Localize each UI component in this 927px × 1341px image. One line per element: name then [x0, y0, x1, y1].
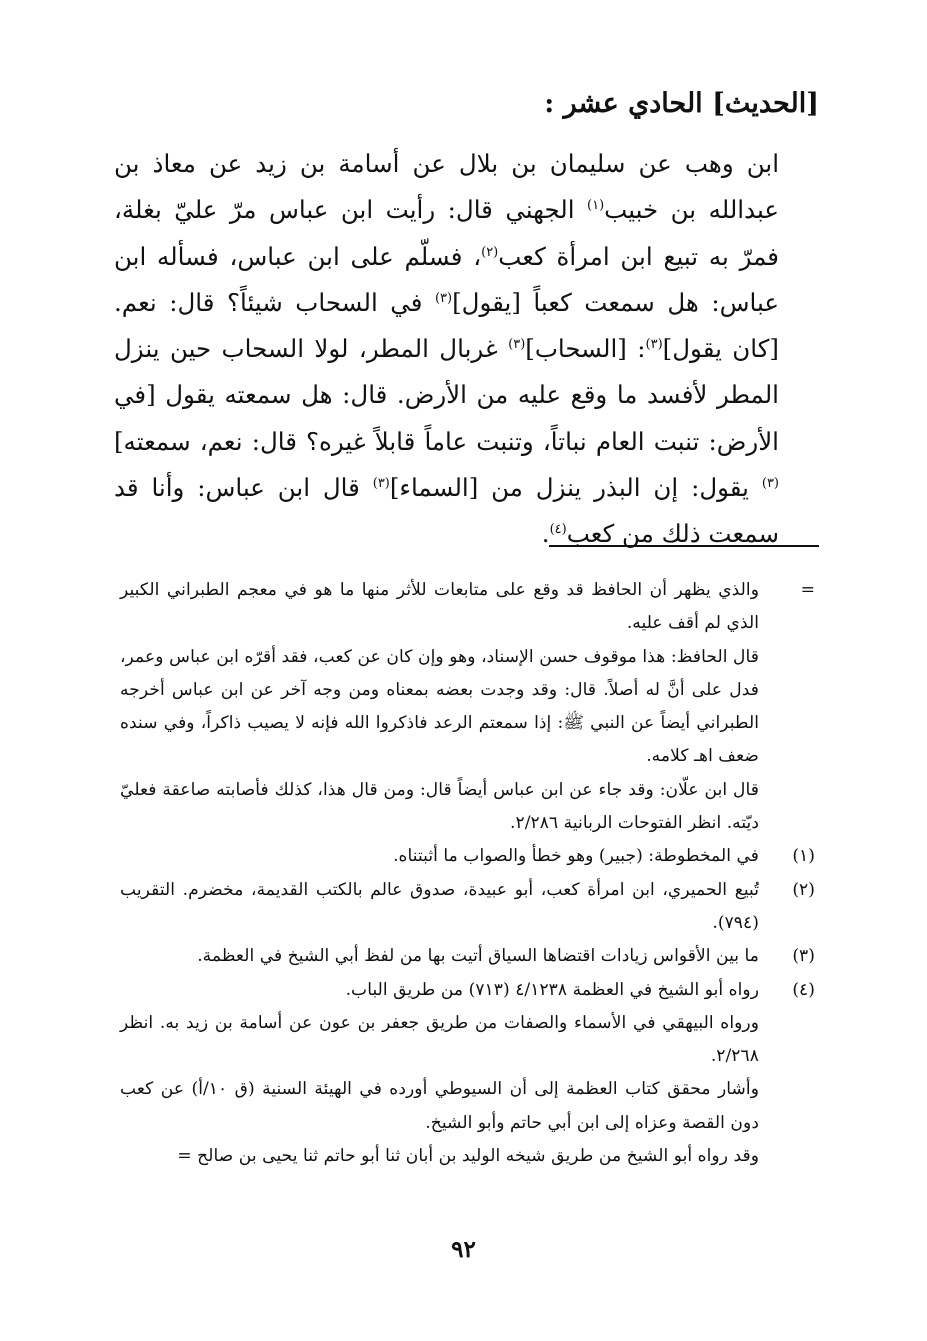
footnote-ref[interactable]: (٢) — [481, 244, 499, 260]
hadith-line: : [السحاب] — [525, 334, 646, 364]
footnote-ref[interactable]: (٣) — [761, 475, 779, 491]
footnote-ref[interactable]: (٣) — [372, 475, 390, 491]
footnote-separator — [549, 545, 819, 547]
footnote-2 — [120, 874, 815, 941]
footnote-3 — [120, 940, 815, 973]
hadith-line: عبدالله بن خبيب — [604, 195, 779, 225]
hadith-line: غربال المطر، لولا السحاب حين ينزل المطر لأفسد ما وقع عليه من الأرض. قال: هل سمعته يقول [في الأرض: تنبت العام نباتاً، وتنبت عاماً قابلاً غيره؟ قال: نعم، سمعته] — [114, 334, 779, 456]
footnote-4 — [120, 974, 815, 1174]
footnote-paragraph: في المخطوطة: (جبير) وهو خطأ والصواب ما أثبتناه. — [393, 846, 759, 867]
continuation-marker: = — [800, 580, 815, 600]
footnote-paragraph: ورواه البيهقي في الأسماء والصفات من طريق جعفر بن عون عن أسامة بن زيد به. انظر ٢/٢٦٨. — [120, 1012, 759, 1067]
continuation-marker: = — [177, 1146, 192, 1167]
hadith-line: في السحاب شيئاً؟ قال: نعم. [كان يقول] — [114, 287, 779, 364]
footnotes — [120, 574, 815, 1173]
hadith-line: ، فسلّم على ابن عباس، فسأله ابن عباس: هل سمعت كعباً [يقول] — [114, 241, 779, 317]
footnote-paragraph: والذي يظهر أن الحافظ قد وقع على متابعات للأثر منها ما هو في معجم الطبراني الكبير الذي لم أقف عليه. — [120, 580, 759, 634]
footnote-ref[interactable]: (٤) — [549, 522, 567, 538]
footnote-ref[interactable]: (٣) — [508, 337, 526, 353]
hadith-line: . — [541, 519, 550, 549]
hadith-line: يقول: إن البذر ينزل من [السماء] — [389, 473, 762, 503]
footnote-number: (٣) — [792, 946, 815, 967]
footnote-ref[interactable]: (٣) — [645, 337, 663, 353]
footnote-paragraph: وأشار محقق كتاب العظمة إلى أن السيوطي أورده في الهيئة السنية (ق ١٠/أ) عن كعب دون القصة وعزاه إلى ابن أبي حاتم وأبو الشيخ. — [120, 1079, 760, 1133]
footnote-paragraph: ما بين الأقواس زيادات اقتضاها السياق أتيت بها من لفظ أبي الشيخ في العظمة. — [197, 946, 759, 967]
footnote-paragraph — [120, 1140, 759, 1173]
hadith-line: قال ابن عباس: وأنا قد سمعت ذلك من كعب — [114, 473, 779, 549]
hadith-line: ابن وهب عن سليمان بن بلال عن أسامة بن زيد عن معاذ بن — [114, 149, 779, 178]
hadith-paragraph — [114, 141, 819, 558]
footnote-ref[interactable]: (٣) — [434, 290, 453, 306]
footnote-paragraph: رواه أبو الشيخ في العظمة ٤/١٢٣٨ (٧١٣) من طريق الباب. — [345, 979, 759, 1000]
footnote-text: وقد رواه أبو الشيخ من طريق شيخه الوليد بن أبان ثنا أبو حاتم ثنا يحيى بن صالح — [197, 1146, 759, 1167]
footnote-continuation — [120, 574, 815, 840]
hadith-line: ابن امرأة كعب — [498, 241, 653, 271]
footnote-number: (٢) — [792, 879, 815, 900]
page-number: ٩٢ — [451, 1236, 476, 1263]
footnote-paragraph: قال ابن علّان: وقد جاء عن ابن عباس أيضاً قال: ومن قال هذا، كذلك فأصابته صاعقة فعليّ ديّته. انظر الفتوحات الربانية ٢/٢٨٦. — [120, 779, 759, 834]
hadith-line: الجهني قال: رأيت ابن عباس مرّ عليّ بغلة، فمرّ به تبيع — [114, 195, 779, 271]
footnote-ref[interactable]: (١) — [587, 198, 605, 214]
footnote-number: (١) — [792, 846, 815, 867]
hadith-text — [114, 141, 819, 558]
footnote-paragraph: قال الحافظ: هذا موقوف حسن الإسناد، وهو وإن كان عن كعب، فقد أقرّه ابن عباس وعمر، فدل على أنَّ له أصلاً. قال: وقد وجدت بعضه بمعناه ومن وجه آخر عن ابن عباس أخرجه الطبراني أيضاً عن النبي ﷺ: إذا سمعتم الرعد فاذكروا الله فإنه لا يصيب ذاكراً، وفي سنده ضعف اهـ كلامه. — [120, 646, 759, 767]
footnote-number: (٤) — [792, 979, 815, 1000]
hadith-heading: [الحديث] الحادي عشر : — [544, 88, 819, 119]
footnote-paragraph: تُبيع الحميري، ابن امرأة كعب، أبو عبيدة، صدوق عالم بالكتب القديمة، مخضرم. التقريب (٧٩٤). — [120, 879, 759, 933]
footnote-1 — [120, 840, 815, 873]
